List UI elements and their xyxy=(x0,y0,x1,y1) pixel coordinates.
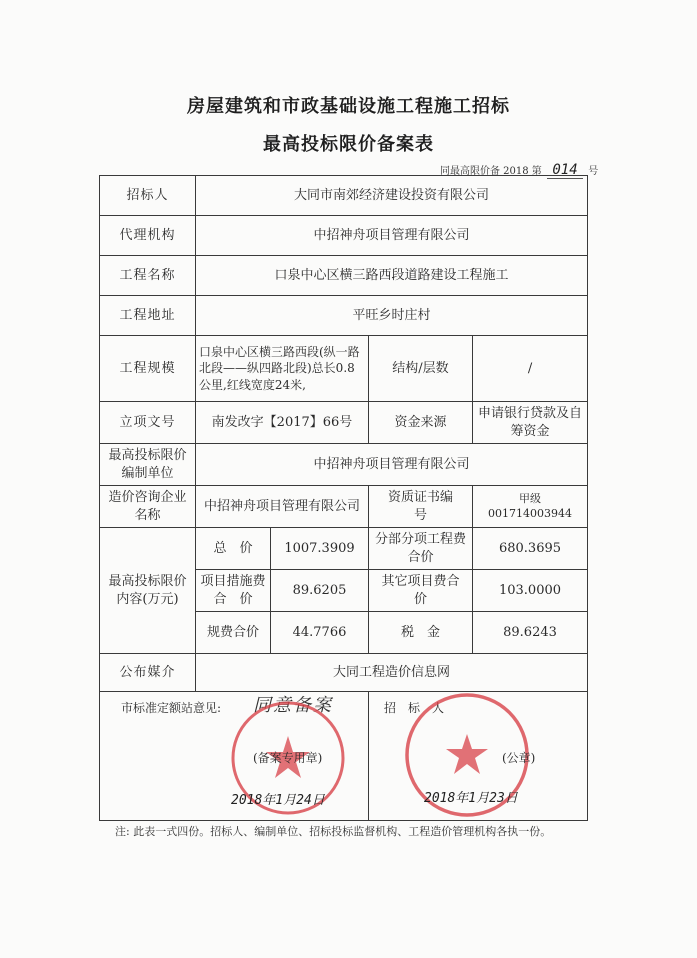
other-cost-label: 其它项目费合 价 xyxy=(369,570,473,612)
document-subtitle: 最高投标限价备案表 xyxy=(263,134,434,155)
footnote: 注: 此表一式四份。招标人、编制单位、招标投标监督机构、工程造价管理机构各执一份。 xyxy=(115,825,552,838)
consultant-value: 中招神舟项目管理有限公司 xyxy=(196,486,369,528)
table-row xyxy=(100,444,588,486)
tenderer-stamp-note: (公章) xyxy=(502,751,536,765)
project-address-value: 平旺乡时庄村 xyxy=(196,296,588,336)
fund-source-value: 申请银行贷款及自筹资金 xyxy=(473,402,588,444)
tax-value: 89.6243 xyxy=(473,612,588,654)
filing-table xyxy=(99,175,588,821)
price-content-label: 最高投标限价内容(万元) xyxy=(100,528,196,654)
fund-source-label: 资金来源 xyxy=(369,402,473,444)
table-row xyxy=(100,654,588,692)
table-row xyxy=(100,336,588,402)
certificate-value: 甲级 001714003944 xyxy=(473,486,588,528)
structure-label: 结构/层数 xyxy=(369,336,473,402)
tenderer-label: 招标人 xyxy=(100,176,196,216)
approval-label: 立项文号 xyxy=(100,402,196,444)
total-price-value: 1007.3909 xyxy=(271,528,369,570)
reference-number-value: 014 xyxy=(547,162,583,179)
tenderer-value: 大同市南郊经济建设投资有限公司 xyxy=(196,176,588,216)
table-row xyxy=(100,528,588,570)
compiler-value: 中招神舟项目管理有限公司 xyxy=(196,444,588,486)
tenderer-date: 2018年1月23日 xyxy=(424,791,518,806)
measures-cost-label: 项目措施费合 价 xyxy=(196,570,271,612)
station-handwriting: 同意备案 xyxy=(253,695,333,716)
table-row xyxy=(100,256,588,296)
project-name-value: 口泉中心区横三路西段道路建设工程施工 xyxy=(196,256,588,296)
tenderer-seal-cell xyxy=(369,692,588,821)
subitem-cost-label: 分部分项工程费合价 xyxy=(369,528,473,570)
reference-suffix: 号 xyxy=(588,166,599,177)
project-name-label: 工程名称 xyxy=(100,256,196,296)
other-cost-value: 103.0000 xyxy=(473,570,588,612)
station-stamp-note: (备案专用章) xyxy=(253,751,323,765)
tenderer-sign-label: 招 标 人 xyxy=(384,701,445,715)
table-row xyxy=(100,216,588,256)
scale-value: 口泉中心区横三路西段(纵一路北段——纵四路北段)总长0.8公里,红线宽度24米, xyxy=(196,336,369,402)
table-row xyxy=(100,486,588,528)
approval-value: 南发改字【2017】66号 xyxy=(196,402,369,444)
structure-value: / xyxy=(473,336,588,402)
station-opinion-label: 市标准定额站意见: xyxy=(121,701,222,715)
tax-label: 税 金 xyxy=(369,612,473,654)
table-row xyxy=(100,176,588,216)
station-date: 2018年1月24日 xyxy=(231,793,325,808)
agency-value: 中招神舟项目管理有限公司 xyxy=(196,216,588,256)
table-row xyxy=(100,692,588,821)
compiler-label: 最高投标限价编制单位 xyxy=(100,444,196,486)
certificate-label: 资质证书编 号 xyxy=(369,486,473,528)
table-row xyxy=(100,296,588,336)
scale-label: 工程规模 xyxy=(100,336,196,402)
fees-value: 44.7766 xyxy=(271,612,369,654)
fees-label: 规费合价 xyxy=(196,612,271,654)
media-value: 大同工程造价信息网 xyxy=(196,654,588,692)
station-opinion-cell xyxy=(100,692,369,821)
document-title: 房屋建筑和市政基础设施工程施工招标 xyxy=(187,96,510,117)
total-price-label: 总 价 xyxy=(196,528,271,570)
media-label: 公布媒介 xyxy=(100,654,196,692)
measures-cost-value: 89.6205 xyxy=(271,570,369,612)
table-row xyxy=(100,402,588,444)
agency-label: 代理机构 xyxy=(100,216,196,256)
subitem-cost-value: 680.3695 xyxy=(473,528,588,570)
reference-prefix: 同最高限价备 2018 第 xyxy=(440,166,542,177)
project-address-label: 工程地址 xyxy=(100,296,196,336)
consultant-label: 造价咨询企业名称 xyxy=(100,486,196,528)
